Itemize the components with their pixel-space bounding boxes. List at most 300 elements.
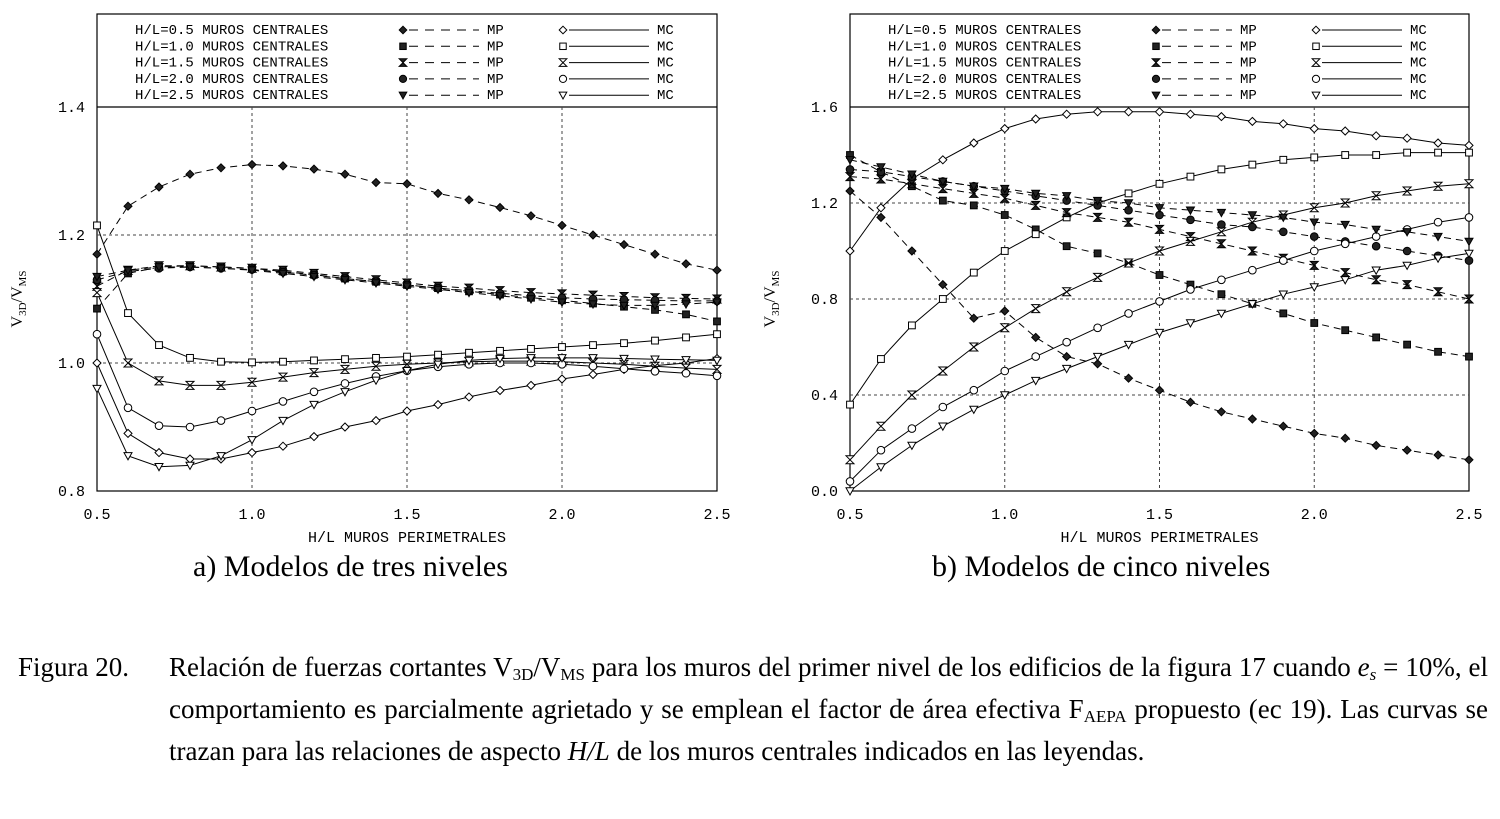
circle-filled-marker <box>1249 223 1257 231</box>
circle-open-marker <box>217 417 225 425</box>
triangle-open-marker <box>341 389 349 396</box>
circle-open-marker <box>877 446 885 454</box>
subcaption-five-levels: b) Modelos de cinco niveles <box>932 550 1271 583</box>
diamond-open-marker <box>465 393 473 401</box>
hourglass-open-marker <box>559 59 567 67</box>
hourglass-filled-marker <box>399 59 407 67</box>
legend-model-label: MP <box>1240 88 1257 105</box>
circle-open-marker <box>279 398 287 406</box>
diamond-filled-marker <box>1248 415 1256 423</box>
diamond-open-marker <box>1156 108 1164 116</box>
square-open-marker <box>218 358 225 365</box>
diamond-open-marker <box>1279 120 1287 128</box>
diamond-filled-marker <box>496 203 504 211</box>
square-open-marker <box>342 356 349 363</box>
diamond-open-marker <box>341 423 349 431</box>
diamond-open-marker <box>1434 139 1442 147</box>
triangle-open-marker <box>279 417 287 424</box>
caption-part: de los muros centrales indicados en las leyendas. <box>609 736 1145 766</box>
triangle-open-marker <box>1063 365 1071 372</box>
circle-open-marker <box>93 330 101 338</box>
x-tick-label: 1.5 <box>393 507 421 524</box>
circle-open-marker <box>589 362 597 370</box>
square-open-marker <box>497 347 504 354</box>
triangle-open-marker <box>970 406 978 413</box>
diamond-filled-marker <box>403 180 411 188</box>
diamond-open-marker <box>310 433 318 441</box>
circle-open-marker <box>124 404 132 412</box>
square-filled-marker <box>1404 341 1411 348</box>
circle-filled-marker <box>1187 216 1195 224</box>
circle-open-marker <box>846 478 854 486</box>
square-filled-marker <box>1218 291 1225 298</box>
legend-model-label: MP <box>487 23 504 39</box>
square-filled-marker <box>1373 334 1380 341</box>
triangle-open-marker <box>372 377 380 384</box>
caption-part: /V <box>533 652 561 682</box>
diamond-open-marker <box>1465 141 1473 149</box>
diamond-filled-marker <box>186 170 194 178</box>
hourglass-filled-marker <box>1465 295 1473 303</box>
hourglass-filled-marker <box>1156 225 1164 233</box>
square-filled-marker <box>1156 272 1163 279</box>
y-tick-label: 1.2 <box>57 228 85 245</box>
square-filled-marker <box>714 318 721 325</box>
diamond-open-marker <box>558 375 566 383</box>
diamond-open-marker <box>970 139 978 147</box>
triangle-open-marker <box>248 437 256 444</box>
diamond-filled-marker <box>713 266 721 274</box>
square-open-marker <box>1125 190 1132 197</box>
circle-open-marker <box>1465 214 1473 222</box>
circle-open-marker <box>1032 353 1040 361</box>
diamond-filled-marker <box>1217 408 1225 416</box>
triangle-filled-marker <box>1186 207 1194 214</box>
legend-model-label: MC <box>657 71 674 88</box>
legend-model-label: MC <box>657 23 674 39</box>
diamond-open-marker <box>434 401 442 409</box>
y-axis-label-part: /V <box>762 286 779 303</box>
legend-model-label: MP <box>1240 71 1257 88</box>
square-open-marker <box>1373 152 1380 159</box>
y-axis-label-part: /V <box>9 286 26 303</box>
diamond-open-marker <box>279 442 287 450</box>
legend-series-name: H/L=0.5 MUROS CENTRALES <box>135 23 329 39</box>
square-open-marker <box>1404 149 1411 156</box>
hourglass-open-marker <box>908 391 916 399</box>
circle-filled-marker <box>1372 242 1380 250</box>
square-filled-marker <box>970 202 977 209</box>
circle-open-marker <box>1310 247 1318 255</box>
diamond-filled-marker <box>620 241 628 249</box>
circle-open-marker <box>248 407 256 415</box>
triangle-filled-marker <box>1125 200 1133 207</box>
y-axis-label-subscript: MS <box>17 270 29 287</box>
caption-sub: 3D <box>512 665 534 684</box>
diamond-open-marker <box>403 407 411 415</box>
circle-open-marker <box>1249 266 1257 274</box>
diamond-filled-marker <box>1279 422 1287 430</box>
square-filled-marker <box>400 43 406 49</box>
hourglass-open-marker <box>970 343 978 351</box>
legend-series-name: H/L=2.5 MUROS CENTRALES <box>135 88 329 105</box>
square-filled-marker <box>1094 250 1101 257</box>
circle-filled-marker <box>1403 247 1411 255</box>
diamond-filled-marker <box>1001 307 1009 315</box>
square-open-marker <box>528 346 535 353</box>
diamond-open-marker <box>93 359 101 367</box>
circle-open-marker <box>651 368 659 376</box>
diamond-filled-marker <box>465 196 473 204</box>
diamond-open-marker <box>1403 134 1411 142</box>
triangle-open-marker <box>1156 329 1164 336</box>
square-open-marker <box>559 344 566 351</box>
y-tick-label: 0.0 <box>810 484 838 501</box>
y-tick-label: 0.8 <box>57 484 85 501</box>
circle-filled-marker <box>1218 221 1226 229</box>
chart-five-levels <box>762 14 1483 547</box>
diamond-filled-marker <box>372 179 380 187</box>
x-tick-label: 1.0 <box>991 507 1019 524</box>
diamond-filled-marker <box>1434 451 1442 459</box>
square-filled-marker <box>1311 320 1318 327</box>
circle-open-marker <box>1063 338 1071 346</box>
square-open-marker <box>280 358 287 365</box>
hourglass-filled-marker <box>1372 276 1380 284</box>
diamond-open-marker <box>1125 108 1133 116</box>
legend-model-label: MC <box>657 55 674 72</box>
hourglass-filled-marker <box>1341 269 1349 277</box>
square-open-marker <box>1313 43 1319 49</box>
circle-filled-marker <box>399 75 406 82</box>
square-filled-marker <box>683 311 690 318</box>
circle-open-marker <box>1218 276 1226 284</box>
circle-open-marker <box>155 422 163 430</box>
triangle-filled-marker <box>1152 92 1160 99</box>
legend-model-label: MP <box>487 71 504 88</box>
diamond-open-marker <box>1310 125 1318 133</box>
legend-model-label: MP <box>1240 39 1257 56</box>
square-filled-marker <box>1466 353 1473 360</box>
diamond-filled-marker <box>217 164 225 172</box>
square-open-marker <box>714 331 721 338</box>
circle-filled-marker <box>846 166 854 174</box>
square-open-marker <box>249 359 256 366</box>
hourglass-open-marker <box>1186 237 1194 245</box>
triangle-filled-marker <box>1341 221 1349 228</box>
y-axis-label-part: V <box>9 315 26 328</box>
square-open-marker <box>1342 152 1349 159</box>
legend-model-label: MC <box>1410 23 1427 39</box>
diamond-open-marker <box>1186 110 1194 118</box>
square-open-marker <box>970 269 977 276</box>
diamond-filled-marker <box>1465 456 1473 464</box>
circle-open-marker <box>1125 310 1133 318</box>
legend-model-label: MC <box>1410 55 1427 72</box>
hourglass-open-marker <box>846 456 854 464</box>
circle-open-marker <box>1156 298 1164 306</box>
diamond-open-marker <box>155 449 163 457</box>
square-open-marker <box>590 342 597 349</box>
caption-part: propuesto (ec 19). Las curvas se trazan para las relaciones de aspecto <box>169 694 1488 766</box>
y-tick-label: 1.2 <box>810 196 838 213</box>
caption-var: H/L <box>567 736 610 766</box>
diamond-filled-marker <box>248 161 256 169</box>
square-open-marker <box>1249 161 1256 168</box>
square-open-marker <box>560 43 566 49</box>
figure-label: Figura 20. <box>18 652 129 682</box>
hourglass-open-marker <box>939 367 947 375</box>
y-tick-label: 1.0 <box>57 356 85 373</box>
triangle-open-marker <box>1125 341 1133 348</box>
diamond-filled-marker <box>434 189 442 197</box>
y-axis-label-subscript: 3D <box>770 302 782 316</box>
hourglass-filled-marker <box>1001 194 1009 202</box>
diamond-filled-marker <box>1341 434 1349 442</box>
square-open-marker <box>435 351 442 358</box>
x-tick-label: 2.0 <box>1300 507 1328 524</box>
square-open-marker <box>1466 149 1473 156</box>
x-tick-label: 2.5 <box>1455 507 1483 524</box>
triangle-open-marker <box>939 423 947 430</box>
hourglass-open-marker <box>1094 273 1102 281</box>
circle-open-marker <box>310 388 318 396</box>
square-open-marker <box>373 354 380 361</box>
diamond-open-marker <box>1248 117 1256 125</box>
legend-series-name: H/L=1.0 MUROS CENTRALES <box>888 39 1082 56</box>
hourglass-open-marker <box>93 289 101 297</box>
circle-open-marker <box>682 369 690 377</box>
circle-filled-marker <box>1280 228 1288 236</box>
hourglass-open-marker <box>124 359 132 367</box>
legend-model-label: MC <box>1410 39 1427 56</box>
square-open-marker <box>404 353 411 360</box>
square-open-marker <box>1001 248 1008 255</box>
square-open-marker <box>1280 156 1287 163</box>
diamond-filled-marker <box>1152 26 1160 34</box>
x-tick-label: 2.5 <box>703 507 731 524</box>
circle-open-marker <box>970 386 978 394</box>
square-open-marker <box>1156 180 1163 187</box>
x-axis-label: H/L MUROS PERIMETRALES <box>307 530 507 547</box>
circle-filled-marker <box>1310 233 1318 241</box>
diamond-open-marker <box>1032 115 1040 123</box>
caption-part: para los muros del primer nivel de los edificios de la figura 17 cuando <box>584 652 1358 682</box>
triangle-open-marker <box>93 385 101 392</box>
triangle-filled-marker <box>1465 238 1473 245</box>
series-group <box>846 108 1473 495</box>
diamond-filled-marker <box>1063 353 1071 361</box>
diamond-filled-marker <box>527 212 535 220</box>
square-filled-marker <box>939 197 946 204</box>
hourglass-filled-marker <box>1248 247 1256 255</box>
diamond-filled-marker <box>341 170 349 178</box>
subcaption-three-levels: a) Modelos de tres niveles <box>193 550 508 583</box>
circle-open-marker <box>559 75 566 82</box>
square-filled-marker <box>1435 348 1442 355</box>
x-tick-label: 1.0 <box>238 507 266 524</box>
circle-open-marker <box>1341 240 1349 248</box>
square-open-marker <box>1218 166 1225 173</box>
square-open-marker <box>621 340 628 347</box>
caption-sub: AEPA <box>1083 707 1127 726</box>
square-filled-marker <box>1063 243 1070 250</box>
series-group <box>93 161 721 471</box>
diamond-filled-marker <box>589 231 597 239</box>
circle-open-marker <box>620 365 628 373</box>
square-filled-marker <box>94 305 101 312</box>
hourglass-filled-marker <box>1434 288 1442 296</box>
triangle-open-marker <box>559 92 567 99</box>
x-tick-label: 0.5 <box>836 507 864 524</box>
legend-series-name: H/L=0.5 MUROS CENTRALES <box>888 23 1082 39</box>
diamond-filled-marker <box>1310 429 1318 437</box>
y-tick-label: 1.4 <box>57 100 85 117</box>
y-tick-label: 1.6 <box>810 100 838 117</box>
hourglass-open-marker <box>1217 228 1225 236</box>
diamond-open-marker <box>527 381 535 389</box>
square-filled-marker <box>1342 327 1349 334</box>
diamond-open-marker <box>1217 113 1225 121</box>
diamond-open-marker <box>248 449 256 457</box>
hourglass-open-marker <box>1156 247 1164 255</box>
circle-open-marker <box>1001 367 1009 375</box>
figure-caption <box>18 650 1488 768</box>
diamond-filled-marker <box>1125 374 1133 382</box>
square-open-marker <box>187 354 194 361</box>
legend-model-label: MP <box>1240 23 1257 39</box>
diamond-open-marker <box>1341 127 1349 135</box>
square-open-marker <box>652 337 659 344</box>
x-tick-label: 2.0 <box>548 507 576 524</box>
legend <box>888 23 1427 104</box>
triangle-open-marker <box>310 401 318 408</box>
diamond-filled-marker <box>93 250 101 258</box>
diamond-filled-marker <box>279 162 287 170</box>
diamond-open-marker <box>1001 125 1009 133</box>
triangle-open-marker <box>1312 92 1320 99</box>
diamond-open-marker <box>559 26 567 34</box>
legend-model-label: MP <box>1240 55 1257 72</box>
triangle-open-marker <box>124 453 132 460</box>
diamond-filled-marker <box>1156 386 1164 394</box>
square-open-marker <box>125 310 132 317</box>
square-open-marker <box>878 356 885 363</box>
square-open-marker <box>94 222 101 229</box>
caption-part: Relación de fuerzas cortantes V <box>169 652 513 682</box>
circle-open-marker <box>1312 75 1319 82</box>
triangle-open-marker <box>1032 377 1040 384</box>
diamond-filled-marker <box>399 26 407 34</box>
legend-series-name: H/L=2.5 MUROS CENTRALES <box>888 88 1082 105</box>
legend-model-label: MP <box>487 39 504 56</box>
caption-part: = 10%, el comportamiento es parcialmente agrietado y se emplean el factor de área efectiva F <box>169 652 1488 724</box>
square-open-marker <box>1435 149 1442 156</box>
circle-open-marker <box>341 380 349 388</box>
legend-series-name: H/L=1.5 MUROS CENTRALES <box>888 55 1082 72</box>
hourglass-open-marker <box>1063 288 1071 296</box>
triangle-filled-marker <box>1434 233 1442 240</box>
diamond-filled-marker <box>558 221 566 229</box>
chart-three-levels <box>9 14 731 547</box>
diamond-open-marker <box>589 371 597 379</box>
square-open-marker <box>847 401 854 408</box>
circle-filled-marker <box>1152 75 1159 82</box>
legend-model-label: MC <box>1410 71 1427 88</box>
y-tick-label: 0.4 <box>810 388 838 405</box>
x-tick-label: 1.5 <box>1145 507 1174 524</box>
square-open-marker <box>1311 154 1318 161</box>
circle-open-marker <box>1187 286 1195 294</box>
diamond-open-marker <box>1063 110 1071 118</box>
hourglass-open-marker <box>1032 305 1040 313</box>
diamond-open-marker <box>1312 26 1320 34</box>
square-open-marker <box>939 296 946 303</box>
legend <box>135 23 674 104</box>
square-open-marker <box>311 357 318 364</box>
diamond-filled-marker <box>1372 441 1380 449</box>
diamond-filled-marker <box>1186 398 1194 406</box>
legend-model-label: MP <box>487 88 504 105</box>
circle-open-marker <box>939 403 947 411</box>
caption-var: e <box>1357 652 1370 682</box>
triangle-open-marker <box>908 442 916 449</box>
square-open-marker <box>1032 231 1039 238</box>
diamond-open-marker <box>846 247 854 255</box>
legend-series-name: H/L=1.5 MUROS CENTRALES <box>135 55 329 72</box>
square-open-marker <box>156 342 163 349</box>
x-axis-label: H/L MUROS PERIMETRALES <box>1060 530 1259 547</box>
triangle-filled-marker <box>399 92 407 99</box>
y-tick-label: 0.8 <box>810 292 838 309</box>
diamond-filled-marker <box>155 183 163 191</box>
square-open-marker <box>683 334 690 341</box>
hourglass-open-marker <box>1001 324 1009 332</box>
diamond-open-marker <box>939 156 947 164</box>
triangle-open-marker <box>1094 353 1102 360</box>
circle-open-marker <box>908 425 916 433</box>
circle-open-marker <box>186 423 194 431</box>
y-axis-label-part: V <box>762 315 779 328</box>
legend-model-label: MC <box>657 39 674 56</box>
diamond-filled-marker <box>310 165 318 173</box>
circle-open-marker <box>1434 218 1442 226</box>
diamond-filled-marker <box>124 202 132 210</box>
circle-open-marker <box>1280 257 1288 265</box>
hourglass-filled-marker <box>1152 59 1160 67</box>
legend-model-label: MC <box>1410 88 1427 105</box>
legend-series-name: H/L=2.0 MUROS CENTRALES <box>888 71 1082 88</box>
figure-caption-text <box>169 650 1488 768</box>
y-axis-label <box>9 271 29 328</box>
hourglass-filled-marker <box>1310 261 1318 269</box>
diamond-open-marker <box>1372 132 1380 140</box>
hourglass-open-marker <box>877 422 885 430</box>
legend-model-label: MP <box>487 55 504 72</box>
caption-sub: s <box>1369 665 1377 684</box>
legend-model-label: MC <box>657 88 674 105</box>
y-axis-label <box>762 271 782 328</box>
square-open-marker <box>1187 173 1194 180</box>
diamond-open-marker <box>1094 108 1102 116</box>
circle-open-marker <box>713 372 721 380</box>
diamond-open-marker <box>496 387 504 395</box>
triangle-open-marker <box>877 464 885 471</box>
y-axis-label-subscript: MS <box>770 270 782 287</box>
legend-series-name: H/L=2.0 MUROS CENTRALES <box>135 71 329 88</box>
square-open-marker <box>466 349 473 356</box>
diamond-filled-marker <box>651 250 659 258</box>
